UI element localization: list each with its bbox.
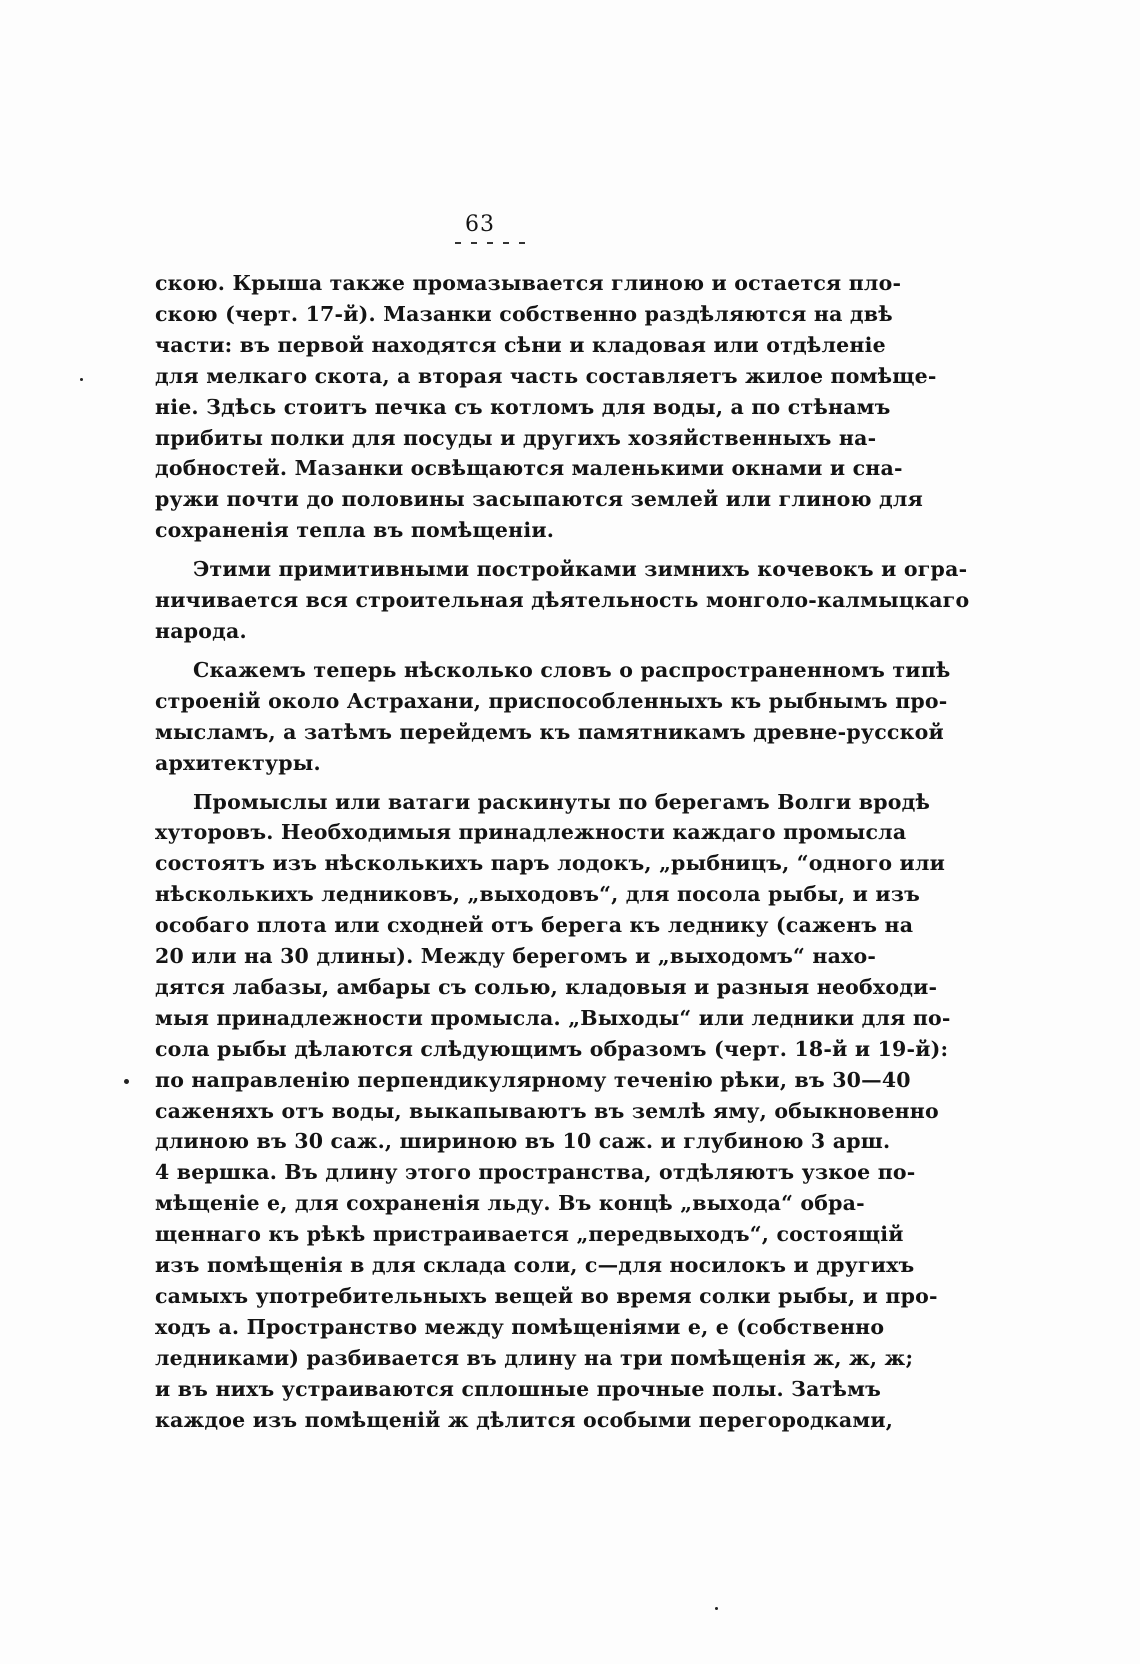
text-line: ходъ а. Пространство между помѣщеніями е, е (собственно xyxy=(155,1314,885,1339)
text-line: архитектуры. xyxy=(155,750,321,775)
text-line: части: въ первой находятся сѣни и кладовая или отдѣленіе xyxy=(155,332,886,357)
text-line: дятся лабазы, амбары съ солью, кладовыя и разныя необходи- xyxy=(155,974,938,999)
text-line: особаго плота или сходней отъ берега къ леднику (саженъ на xyxy=(155,913,914,938)
text-line: самыхъ употребительныхъ вещей во время солки рыбы, и про- xyxy=(155,1284,938,1308)
text-line: для мелкаго скота, а вторая часть составляетъ жилое помѣще- xyxy=(155,363,937,388)
text-line: Скажемъ теперь нѣсколько словъ о распространенномъ типѣ xyxy=(193,657,951,682)
paragraph-gap xyxy=(155,546,805,554)
text-line: сохраненія тепла въ помѣщеніи. xyxy=(155,518,555,543)
paragraph-gap xyxy=(155,647,805,655)
body-text xyxy=(155,268,970,1436)
text-line: саженяхъ отъ воды, выкапываютъ въ землѣ яму, обыкновенно xyxy=(155,1098,939,1123)
text-line: ніе. Здѣсь стоитъ печка съ котломъ для воды, а по стѣнамъ xyxy=(155,394,891,419)
text-line: состоятъ изъ нѣсколькихъ паръ лодокъ, „рыбницъ, “одного или xyxy=(155,851,946,876)
text-line: народа. xyxy=(155,618,247,643)
text-line: мысламъ, а затѣмъ перейдемъ къ памятникамъ древне-русской xyxy=(155,719,944,744)
text-line: мѣщеніе е, для сохраненія льду. Въ концѣ „выхода“ обра- xyxy=(155,1191,865,1216)
text-line: изъ помѣщенія в для склада соли, с—для носилокъ и другихъ xyxy=(155,1253,915,1278)
text-line: каждое изъ помѣщеній ж дѣлится особыми перегородками, xyxy=(155,1407,894,1432)
text-line: щеннаго къ рѣкѣ пристраивается „передвыходъ“, состоящій xyxy=(155,1222,904,1247)
text-line: прибиты полки для посуды и другихъ хозяйственныхъ на- xyxy=(155,425,877,450)
text-line: длиною въ 30 саж., шириною въ 10 саж. и глубиною 3 арш. xyxy=(155,1129,891,1154)
text-line: сола рыбы дѣлаются слѣдующимъ образомъ (черт. 18-й и 19-й): xyxy=(155,1036,949,1061)
text-line: 4 вершка. Въ длину этого пространства, отдѣляютъ узкое по- xyxy=(155,1160,916,1185)
text-line: хуторовъ. Необходимыя принадлежности каждаго промысла xyxy=(155,820,907,845)
paragraph xyxy=(155,554,970,647)
page-number-rule xyxy=(455,242,525,244)
text-line: ружи почти до половины засыпаются землей или глиною для xyxy=(155,487,923,512)
paragraph-gap xyxy=(155,779,805,787)
text-line: добностей. Мазанки освѣщаются маленькими окнами и сна- xyxy=(155,456,903,481)
text-line: и въ нихъ устраиваются сплошные прочные полы. Затѣмъ xyxy=(155,1376,882,1401)
text-line: строеній около Астрахани, приспособленныхъ къ рыбнымъ про- xyxy=(155,688,948,713)
paragraph xyxy=(155,268,937,546)
text-line: 20 или на 30 длины). Между берегомъ и „выходомъ“ нахо- xyxy=(155,944,877,969)
margin-mark xyxy=(80,378,83,381)
text-line: скою (черт. 17-й). Мазанки собственно раздѣляются на двѣ xyxy=(155,301,893,326)
text-line: скою. Крыша также промазывается глиною и остается пло- xyxy=(155,271,902,295)
margin-mark xyxy=(124,1079,129,1084)
text-line: мыя принадлежности промысла. „Выходы“ или ледники для по- xyxy=(155,1005,951,1030)
text-line: ничивается вся строительная дѣятельность монголо-калмыцкаго xyxy=(155,588,970,613)
text-line: Этими примитивными постройками зимнихъ кочевокъ и огра- xyxy=(193,557,968,582)
text-line: Промыслы или ватаги раскинуты по берегамъ Волги вродѣ xyxy=(193,789,931,814)
margin-mark xyxy=(715,1607,718,1610)
text-line: нѣсколькихъ ледниковъ, „выходовъ“, для посола рыбы, и изъ xyxy=(155,882,921,907)
paragraph xyxy=(155,655,951,779)
paragraph xyxy=(155,787,951,1436)
text-line: по направленію перпендикулярному теченію рѣки, въ 30—40 xyxy=(155,1067,911,1092)
text-line: ледниками) разбивается въ длину на три помѣщенія ж, ж, ж; xyxy=(155,1345,914,1370)
page-number: 63 xyxy=(465,212,495,237)
